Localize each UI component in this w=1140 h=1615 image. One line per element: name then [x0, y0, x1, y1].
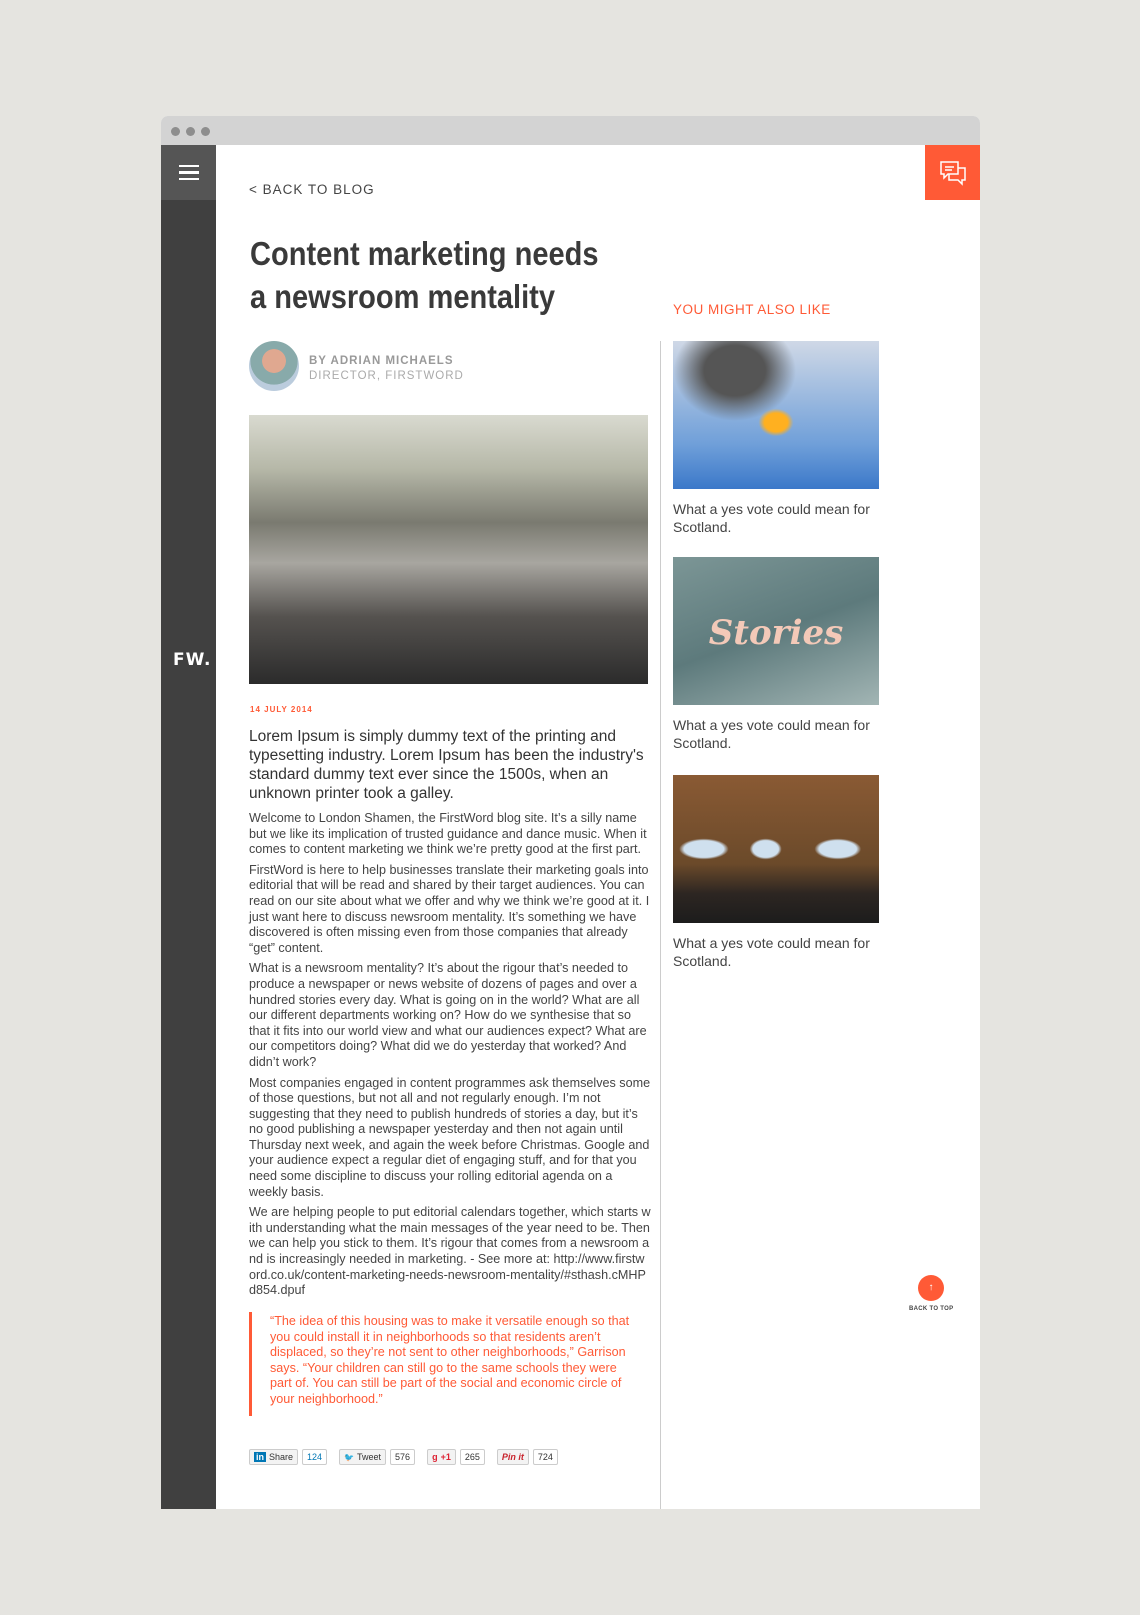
- chat-button[interactable]: [925, 145, 980, 200]
- pull-quote: “The idea of this housing was to make it versatile enough so that you could install it in neighborhoods so that residents aren’t displaced, so they’re not sent to other neighborhoods,” Garrison says. “Your children can still go to the same schools they were part of. You can still be part of the social and economic circle of your neighborhood.”: [249, 1312, 639, 1416]
- twitter-share[interactable]: [339, 1449, 415, 1465]
- share-label: +1: [440, 1452, 451, 1462]
- related-caption: What a yes vote could mean for Scotland.: [673, 717, 870, 751]
- author-info: [309, 354, 464, 384]
- share-count: 576: [390, 1449, 415, 1465]
- browser-titlebar: [161, 116, 980, 145]
- share-count: 724: [533, 1449, 558, 1465]
- window-dot: [186, 127, 195, 136]
- window-dot: [201, 127, 210, 136]
- logo: FW.: [173, 650, 212, 670]
- article-body: [249, 811, 651, 1304]
- menu-button[interactable]: [161, 145, 216, 200]
- related-image-stories-mural: Stories: [673, 557, 879, 705]
- paragraph: What is a newsroom mentality? It’s about the rigour that’s needed to produce a newspaper or news website of dozens of pages and over a hundred stories every day. What is going on in the world? What are all our different departments working on? How do we synthesise that so that it fits into our world view and what our audiences expect? What are our competitors doing? What did we do yesterday that worked? And didn’t work?: [249, 961, 647, 1069]
- share-label: Share: [269, 1452, 294, 1462]
- paragraph: Most companies engaged in content programmes ask themselves some of those questions, but not all and not regularly enough. I’m not suggesting that they need to publish hundreds of stories a day, but it’s no good publishing a newspaper yesterday and then not again until Thursday next week, and again the week before Christmas. Google and your audience expect a regular diet of engaging stuff, and for that you need some discipline to discuss your rolling editorial agenda on a weekly basis.: [249, 1075, 651, 1199]
- article-date: 14 JULY 2014: [250, 705, 313, 714]
- back-to-top-button[interactable]: [918, 1275, 944, 1301]
- author-name: BY ADRIAN MICHAELS: [309, 355, 454, 367]
- paragraph: FirstWord is here to help businesses translate their marketing goals into editorial that will be read and shared by their target audiences. You can read on our site about what we offer and why we think we’re good at it. I just want here to discuss newsroom mentality. It’s something we have discovered is often missing even from those companies that already “get” content.: [249, 862, 650, 955]
- share-bar: [249, 1449, 558, 1465]
- paragraph: Welcome to London Shamen, the FirstWord blog site. It’s a silly name but we like its implication of trusted guidance and dance music. When it comes to content marketing we think we’re pretty good at the first part.: [249, 811, 647, 857]
- related-heading: YOU MIGHT ALSO LIKE: [673, 302, 831, 317]
- window-dot: [171, 127, 180, 136]
- page-title: Content marketing needs a newsroom mentality: [250, 235, 599, 315]
- hero-image-newsroom: [249, 415, 648, 684]
- pinterest-share[interactable]: [497, 1449, 558, 1465]
- back-to-top-label[interactable]: BACK TO TOP: [909, 1306, 954, 1312]
- chat-bubbles-icon: [939, 160, 967, 186]
- author-role: DIRECTOR, FIRSTWORD: [309, 370, 464, 382]
- googleplus-icon: g: [432, 1452, 438, 1462]
- paragraph: We are helping people to put editorial calendars together, which starts with understanding what the main messages of the year need to be. Then we can help you stick to them. It’s rigour that comes from a newsroom and is increasingly needed in marketing. - See more at: http://www.firstword.co.uk/content-marketing-needs-newsroom-mentality/#sthash.cMHPd854.dpuf: [249, 1205, 651, 1298]
- share-label: Tweet: [357, 1452, 382, 1462]
- related-caption: What a yes vote could mean for Scotland.: [673, 501, 870, 535]
- related-item[interactable]: [673, 557, 879, 752]
- browser-window: [161, 116, 980, 1509]
- linkedin-icon: in: [256, 1452, 264, 1462]
- related-image-hall: [673, 775, 879, 923]
- hamburger-icon: [179, 165, 199, 168]
- googleplus-share[interactable]: [427, 1449, 485, 1465]
- twitter-icon: 🐦: [344, 1452, 355, 1462]
- sidebar: [161, 145, 216, 1509]
- share-count: 265: [460, 1449, 485, 1465]
- pinterest-icon: [497, 1449, 529, 1465]
- related-caption: What a yes vote could mean for Scotland.: [673, 935, 870, 969]
- share-label: Pin it: [501, 1452, 524, 1462]
- linkedin-share[interactable]: [249, 1449, 327, 1465]
- share-count: 124: [302, 1449, 327, 1465]
- back-to-blog-link[interactable]: < BACK TO BLOG: [249, 182, 375, 197]
- article-lead: Lorem Ipsum is simply dummy text of the printing and typesetting industry. Lorem Ipsum has been the industry's standard dummy text ever since the 1500s, when an unknown printer took a galley.: [249, 728, 644, 802]
- column-divider: [660, 341, 661, 1509]
- related-item[interactable]: [673, 341, 879, 536]
- related-item[interactable]: [673, 775, 879, 970]
- arrow-up-icon: ↑: [928, 1282, 934, 1293]
- author-avatar: [249, 341, 299, 391]
- related-image-gas-flare: [673, 341, 879, 489]
